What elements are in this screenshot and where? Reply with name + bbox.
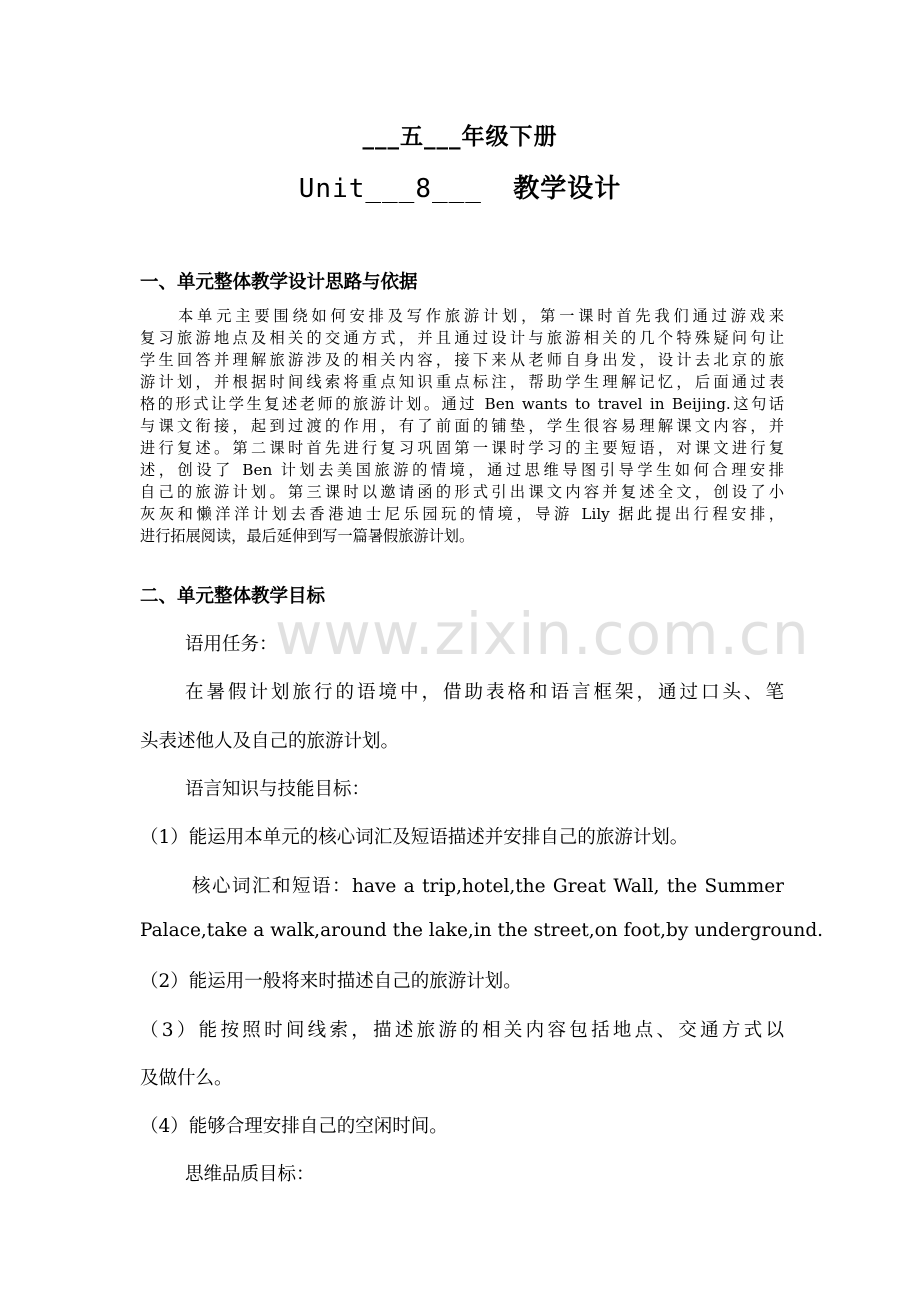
section1-heading: 一、单元整体教学设计思路与依据: [140, 272, 418, 293]
unit-design-label: 教学设计: [513, 174, 622, 204]
paragraph-line: 进行复述。第二课时首先进行复习巩固第一课时学习的主要短语，对课文进行复: [140, 439, 784, 457]
paragraph-line: 述，创设了 Ben 计划去美国旅游的情境，通过思维导图引导学生如何合理安排: [140, 461, 784, 479]
knowledge-skills-label: 语言知识与技能目标：: [185, 779, 371, 800]
core-vocabulary-line: Palace,take a walk,around the lake,in the street,on foot,by underground.: [140, 920, 824, 941]
paragraph-line: 学生回答并理解旅游涉及的相关内容，接下来从老师自身出发，设计去北京的旅: [140, 351, 784, 369]
paragraph-line: 与课文衔接，起到过渡的作用，有了前面的铺垫，学生很容易理解课文内容，并: [140, 417, 784, 435]
section2-heading: 二、单元整体教学目标: [140, 586, 326, 607]
paragraph-line: 灰灰和懒洋洋计划去香港迪士尼乐园玩的情境，导游 Lily 据此提出行程安排，: [140, 505, 784, 523]
paragraph-line: 游计划，并根据时间线索将重点知识重点标注，帮助学生理解记忆，后面通过表: [140, 373, 784, 391]
thinking-quality-label: 思维品质目标：: [185, 1164, 315, 1185]
goal-item-3: （3）能按照时间线索，描述旅游的相关内容包括地点、交通方式以: [140, 1020, 784, 1041]
unit-number: Unit___8___: [298, 174, 482, 204]
paragraph-line: 格的形式让学生复述老师的旅游计划。通过 Ben wants to travel in Beijing.这句话: [140, 395, 784, 413]
goal-item-2: （2）能运用一般将来时描述自己的旅游计划。: [140, 971, 522, 992]
paragraph-line: 复习旅游地点及相关的交通方式，并且通过设计与旅游相关的几个特殊疑问句让: [140, 329, 784, 347]
watermark: www.zixin.com.cn: [275, 600, 810, 668]
paragraph-line: 本单元主要围绕如何安排及写作旅游计划，第一课时首先我们通过游戏来: [140, 307, 784, 325]
goal-item-1: （1）能运用本单元的核心词汇及短语描述并安排自己的旅游计划。: [140, 827, 689, 848]
goal-item-4: （4）能够合理安排自己的空闲时间。: [140, 1116, 448, 1137]
pragmatic-task-label: 语用任务：: [185, 634, 278, 655]
section1-paragraph: [140, 305, 784, 547]
goal-item-3-cont: 及做什么。: [140, 1068, 233, 1089]
grade-title: ___五___年级下册: [362, 124, 558, 150]
unit-title: [0, 168, 920, 205]
core-vocabulary-line: 核心词汇和短语：have a trip,hotel,the Great Wall, the Summer: [192, 876, 784, 897]
pragmatic-task-line: 在暑假计划旅行的语境中，借助表格和语言框架，通过口头、笔: [185, 682, 784, 703]
paragraph-line: 进行拓展阅读，最后延伸到写一篇暑假旅游计划。: [140, 527, 475, 545]
paragraph-line: 自己的旅游计划。第三课时以邀请函的形式引出课文内容并复述全文，创设了小: [140, 483, 784, 501]
pragmatic-task-line: 头表述他人及自己的旅游计划。: [140, 731, 400, 752]
